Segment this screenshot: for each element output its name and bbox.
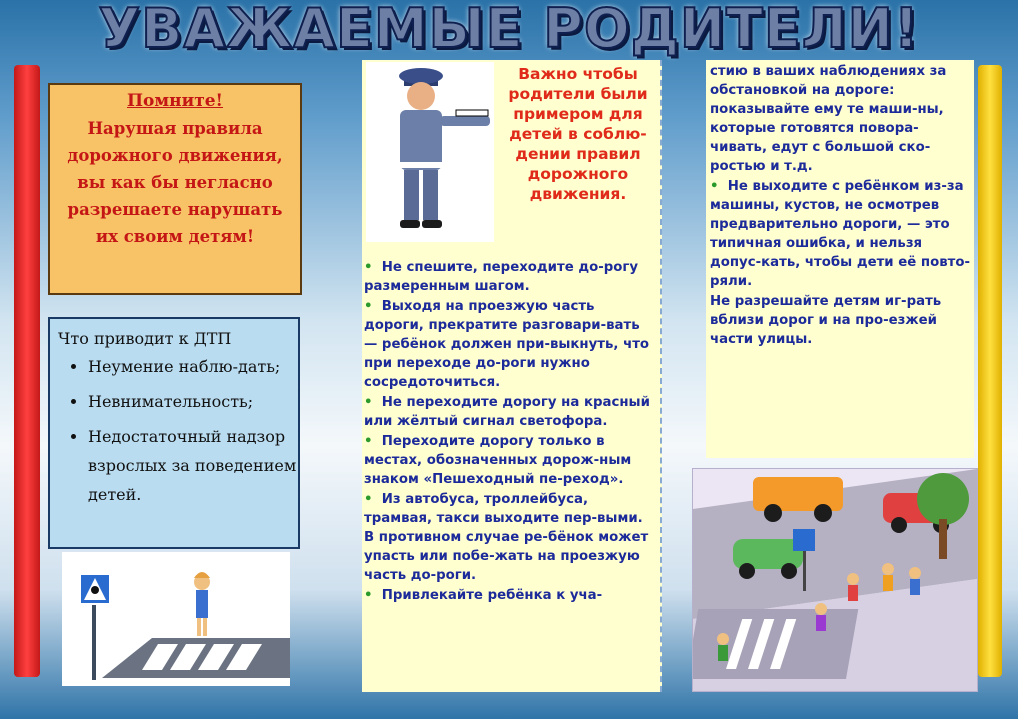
causes-heading: Что приводит к ДТП — [58, 329, 232, 348]
street-scene-illustration — [692, 468, 978, 692]
crosswalk-child-illustration — [62, 552, 290, 686]
reminder-message: Нарушая правила дорожного движения, вы как бы негласно разрешаете нарушать их своим детям! — [67, 119, 283, 246]
causes-item: • Недостаточный надзор взрослых за поведением детей. — [88, 422, 298, 509]
causes-box — [48, 317, 300, 549]
police-officer-illustration — [366, 62, 494, 242]
middle-advice-list — [364, 258, 656, 606]
advice-item: • Не выходите с ребёнком из-за машины, кустов, не осмотрев предварительно дороги, — это типичная ошибка, и нельзя допус-кать, чтобы дети её повто-ряли. — [710, 179, 971, 289]
advice-item: • Выходя на проезжую часть дороги, прекратите разговари-вать — ребёнок должен при-выкнуть, что при переходе до-роги нужно сосредоточиться. — [364, 299, 650, 390]
causes-list — [50, 352, 298, 509]
causes-item: • Неумение наблю-дать; — [88, 352, 298, 381]
advice-item: • Привлекайте ребёнка к уча- — [364, 588, 603, 603]
middle-heading: Важно чтобы родители были примером для детей в соблю-дении правил дорожного движения. — [508, 65, 648, 203]
advice-item: • Из автобуса, троллейбуса, трамвая, такси выходите пер-выми. В противном случае ре-бёнок может упасть или побе-жать на проезжую часть до-роги. — [364, 492, 649, 583]
right-advice-text — [710, 62, 974, 350]
reminder-heading: Помните! — [126, 91, 224, 111]
advice-item: • Переходите дорогу только в местах, обозначенных дорож-ным знаком «Пешеходный пе-реход». — [364, 434, 632, 487]
poster-title: УВАЖАЕМЫЕ РОДИТЕЛИ! — [98, 0, 920, 60]
advice-item: • Не спешите, переходите до-рогу размеренным шагом. — [364, 260, 638, 294]
right-closing: Не разрешайте детям иг-рать вблизи дорог и на про-езжей части улицы. — [710, 294, 942, 347]
right-continuation: стию в ваших наблюдениях за обстановкой на дороге: показывайте ему те маши-ны, которые готовятся повора-чивать, едут с большой ско-ростью и т.д. — [710, 64, 947, 174]
reminder-box — [48, 83, 302, 295]
left-red-stripe — [14, 65, 40, 677]
causes-item: • Невнимательность; — [88, 387, 298, 416]
right-yellow-stripe — [978, 65, 1002, 677]
advice-item: • Не переходите дорогу на красный или жёлтый сигнал светофора. — [364, 395, 650, 429]
